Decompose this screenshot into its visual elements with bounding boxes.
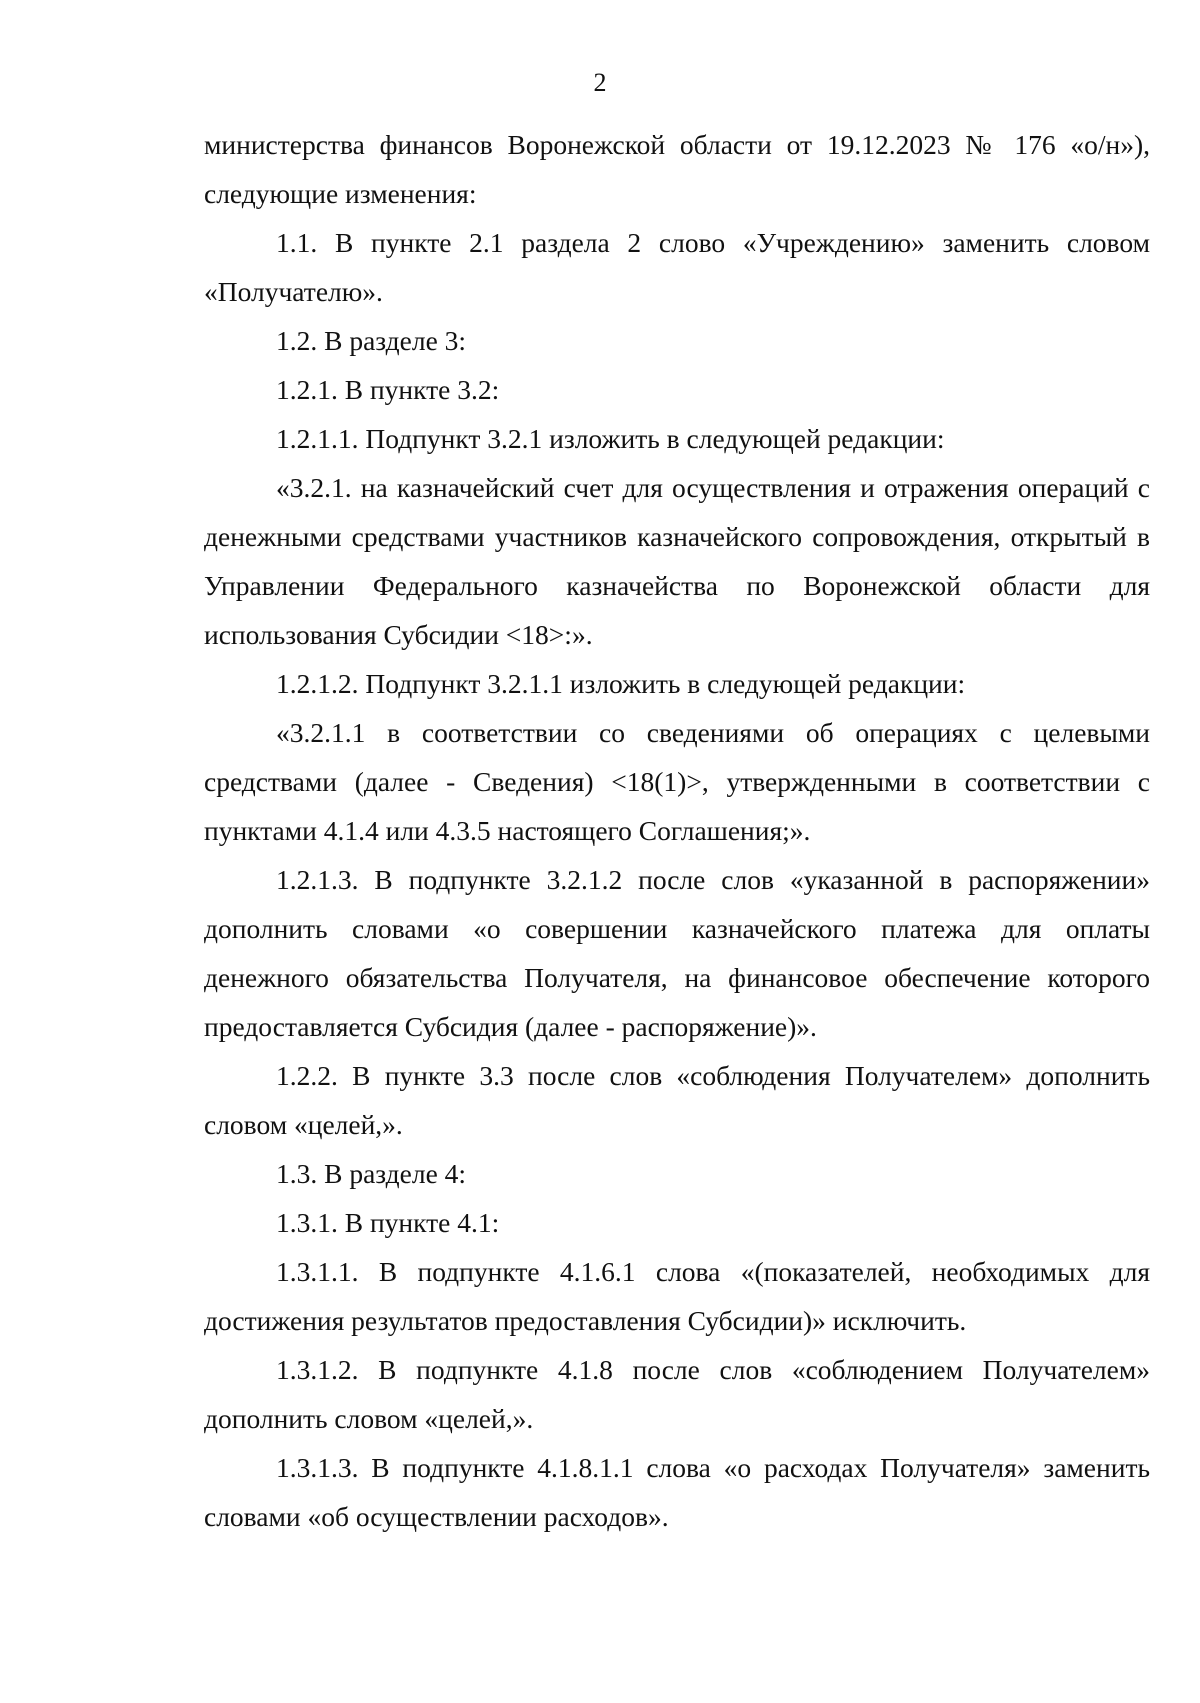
paragraph-1-3-1: 1.3.1. В пункте 4.1:	[276, 1207, 500, 1238]
paragraph-1-2-1: 1.2.1. В пункте 3.2:	[276, 374, 500, 405]
paragraph-1-3-1-3: 1.3.1.3. В подпункте 4.1.8.1.1 слова «о расходах Получателя» заменить словами «об осуществлении расходов».	[204, 1452, 1150, 1532]
paragraph-continuation: министерства финансов Воронежской области от 19.12.2023 № 176 «о/н»), следующие изменения:	[204, 129, 1150, 209]
paragraph-quote-3-2-1-1: «3.2.1.1 в соответствии со сведениями об операциях с целевыми средствами (далее - Сведения) <18(1)>, утвержденными в соответствии с пунктами 4.1.4 или 4.3.5 настоящего Соглашения;».	[204, 717, 1150, 846]
paragraph-1-2-1-1: 1.2.1.1. Подпункт 3.2.1 изложить в следующей редакции:	[276, 423, 945, 454]
page-number: 2	[593, 68, 607, 97]
paragraph-1-3-1-2: 1.3.1.2. В подпункте 4.1.8 после слов «соблюдением Получателем» дополнить словом «целей,».	[204, 1354, 1150, 1434]
paragraph-1-2-1-3: 1.2.1.3. В подпункте 3.2.1.2 после слов «указанной в распоряжении» дополнить словами «о совершении казначейского платежа для оплаты денежного обязательства Получателя, на финансовое обеспечение которого предоставляется Субсидия (далее - распоряжение)».	[204, 864, 1150, 1042]
document-body	[204, 120, 1150, 1541]
paragraph-1-2-1-2: 1.2.1.2. Подпункт 3.2.1.1 изложить в следующей редакции:	[276, 668, 966, 699]
paragraph-quote-3-2-1: «3.2.1. на казначейский счет для осуществления и отражения операций с денежными средствами участников казначейского сопровождения, открытый в Управлении Федерального казначейства по Воронежской области для использования Субсидии <18>:».	[204, 472, 1150, 650]
paragraph-1-3: 1.3. В разделе 4:	[276, 1158, 467, 1189]
paragraph-1-2: 1.2. В разделе 3:	[276, 325, 467, 356]
paragraph-1-2-2: 1.2.2. В пункте 3.3 после слов «соблюдения Получателем» дополнить словом «целей,».	[204, 1060, 1150, 1140]
paragraph-1-3-1-1: 1.3.1.1. В подпункте 4.1.6.1 слова «(показателей, необходимых для достижения результатов предоставления Субсидии)» исключить.	[204, 1256, 1150, 1336]
paragraph-1-1: 1.1. В пункте 2.1 раздела 2 слово «Учреждению» заменить словом «Получателю».	[204, 227, 1150, 307]
